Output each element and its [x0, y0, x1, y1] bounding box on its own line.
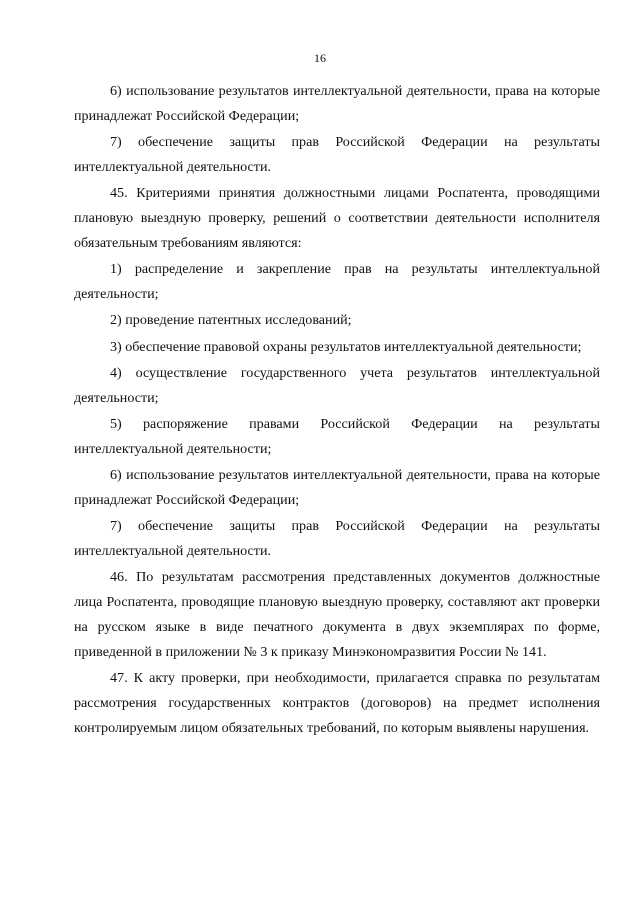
paragraph-item-6-use: 6) использование результатов интеллектуальной деятельности, права на которые принадлежат Российской Федерации; [74, 83, 600, 124]
criteria-item-1: 1) распределение и закрепление прав на результаты интеллектуальной деятельности; [74, 261, 600, 303]
page-number: 16 [314, 51, 326, 65]
paragraph-item-7-protection: 7) обеспечение защиты прав Российской Федерации на результаты интеллектуальной деятельности. [74, 134, 600, 176]
criteria-item-7: 7) обеспечение защиты прав Российской Федерации на результаты интеллектуальной деятельности. [74, 518, 600, 559]
criteria-item-5: 5) распоряжение правами Российской Федерации на результаты интеллектуальной деятельности; [74, 415, 600, 457]
criteria-item-3: 3) обеспечение правовой охраны результатов интеллектуальной деятельности; [110, 338, 582, 355]
criteria-item-2: 2) проведение патентных исследований; [110, 312, 352, 329]
paragraph-46-inspection-act: 46. По результатам рассмотрения представленных документов должностные лица Роспатента, проводящие плановую выездную проверку, составляют акт проверки на русском языке в виде печатного документа в двух экземплярах по форме, приведенной в приложении № 3 к приказу Минэкономразвития России № 141. [74, 569, 600, 660]
criteria-item-6: 6) использование результатов интеллектуальной деятельности, права на которые принадлежат Российской Федерации; [74, 466, 600, 508]
paragraph-47-attachment: 47. К акту проверки, при необходимости, прилагается справка по результатам рассмотрения государственных контрактов (договоров) на предмет исполнения контролируемым лицом обязательных требований, по которым выявлены нарушения. [74, 670, 600, 736]
paragraph-45-criteria: 45. Критериями принятия должностными лицами Роспатента, проводящими плановую выездную проверку, решений о соответствии деятельности исполнителя обязательным требованиям являются: [74, 185, 600, 252]
criteria-item-4: 4) осуществление государственного учета результатов интеллектуальной деятельности; [74, 364, 600, 406]
document-body [74, 79, 600, 742]
